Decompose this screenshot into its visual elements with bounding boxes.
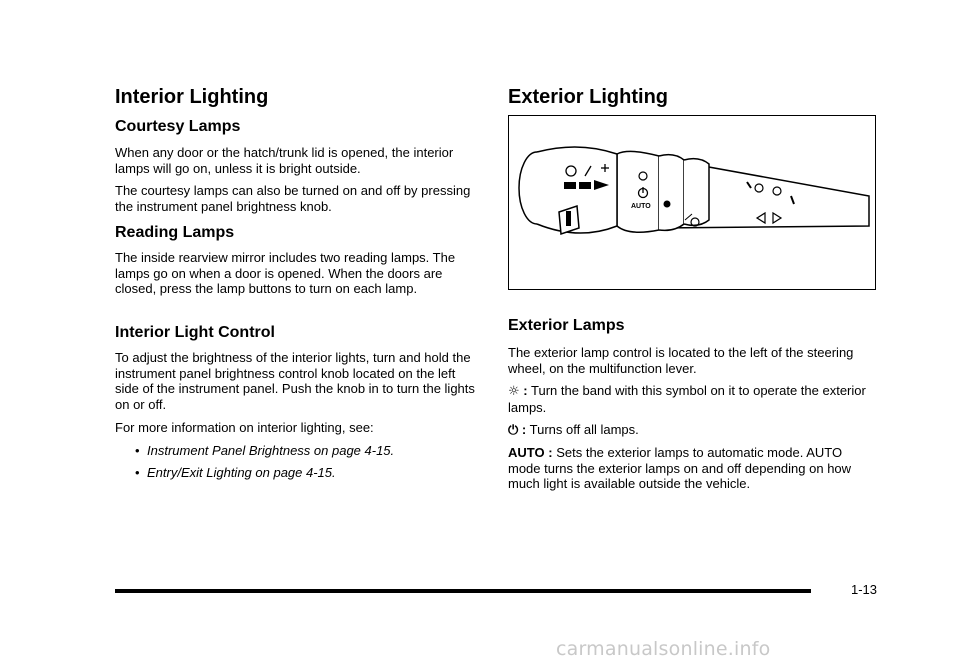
courtesy-paragraph-2: The courtesy lamps can also be turned on and off by pressing the instrument panel brightness knob. (115, 183, 471, 214)
exterior-lamp-icon: ☼ (508, 384, 520, 399)
link-instrument-panel-brightness[interactable]: Instrument Panel Brightness on page 4-15. (147, 443, 395, 458)
auto-label: AUTO (631, 203, 651, 210)
bullet-item-2[interactable] (135, 465, 336, 480)
link-entry-exit-lighting[interactable]: Entry/Exit Lighting on page 4-15. (147, 465, 336, 480)
multifunction-lever-drawing (509, 116, 874, 288)
bullet-item-1[interactable] (135, 443, 395, 458)
page-number: 1-13 (851, 582, 878, 597)
footer-rule (115, 589, 811, 593)
item-separator: : (548, 445, 553, 460)
lever-illustration (508, 115, 876, 290)
item-separator: : (521, 422, 527, 437)
exterior-item-lamps-text: Turn the band with this symbol on it to operate the exterior lamps. (508, 383, 866, 415)
courtesy-paragraph-1: When any door or the hatch/trunk lid is opened, the interior lamps will go on, unless it is bright outside. (115, 145, 454, 176)
exterior-item-auto-text: Sets the exterior lamps to automatic mode. AUTO mode turns the exterior lamps on and off depending on how much light is available outside the vehicle. (508, 445, 852, 491)
heading-exterior-lamps: Exterior Lamps (508, 317, 625, 334)
reading-paragraph-1: The inside rearview mirror includes two reading lamps. The lamps go on when a door is opened. When the doors are closed, press the lamp buttons to turn on each lamp. (115, 250, 456, 296)
item-separator: : (523, 383, 528, 398)
heading-reading-lamps: Reading Lamps (115, 224, 235, 241)
exterior-item-auto (508, 445, 868, 492)
section-title-interior: Interior Lighting (115, 86, 269, 108)
exterior-paragraph-1: The exterior lamp control is located to the left of the steering wheel, on the multifunction lever. (508, 345, 854, 376)
watermark: carmanualsonline.info (556, 638, 771, 660)
auto-mode-label: AUTO (508, 445, 545, 460)
exterior-item-off-text: Turns off all lamps. (529, 422, 639, 437)
bullet-icon: • (135, 465, 140, 480)
section-title-exterior: Exterior Lighting (508, 86, 668, 108)
heading-interior-light-control: Interior Light Control (115, 324, 275, 341)
control-paragraph-2: For more information on interior lighting, see: (115, 420, 374, 435)
control-paragraph-1: To adjust the brightness of the interior lights, turn and hold the instrument panel brightness control knob located on the left side of the instrument panel. Push the knob in to turn the lights on or off. (115, 350, 475, 412)
bullet-icon: • (135, 443, 140, 458)
exterior-item-lamps (508, 383, 868, 415)
heading-courtesy-lamps: Courtesy Lamps (115, 118, 241, 135)
power-off-icon: ⏻ (508, 423, 519, 438)
exterior-item-off (508, 422, 868, 439)
